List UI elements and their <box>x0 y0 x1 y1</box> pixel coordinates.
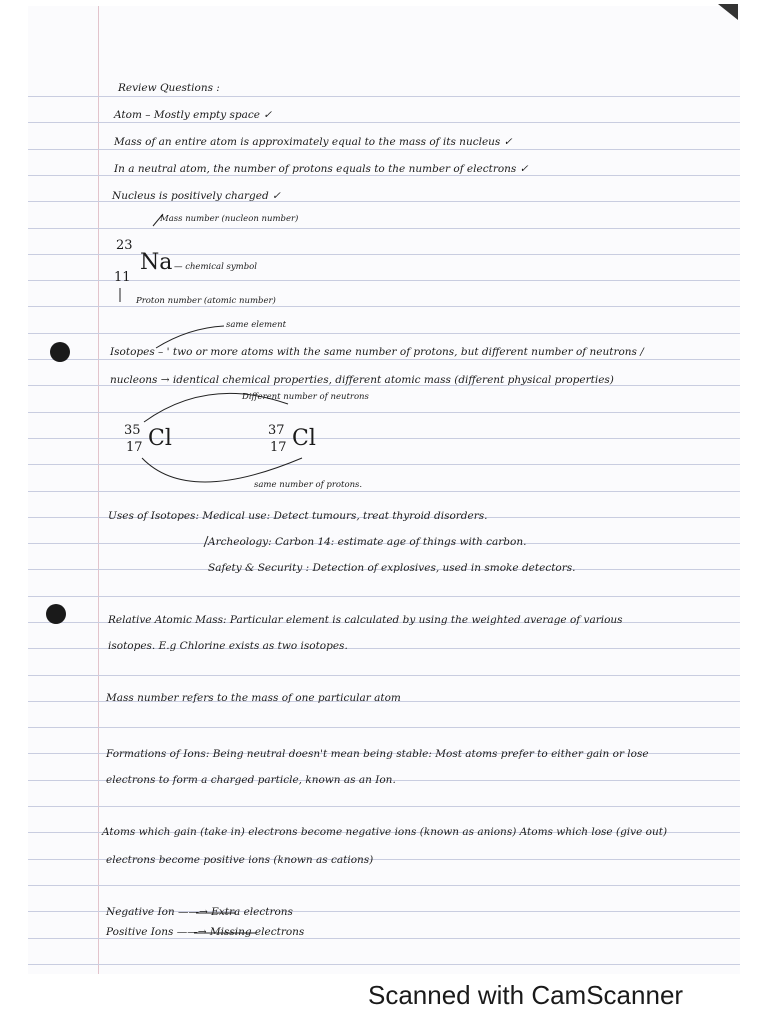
same-element-label: same element <box>226 320 286 330</box>
anions-cations: Atoms which gain (take in) electrons become negative ions (known as anions) Atoms which lose (give out) <box>102 826 668 838</box>
cl35-mass-number: 35 <box>124 423 141 438</box>
na-mass-number: 23 <box>116 238 133 253</box>
na-atomic-number: 11 <box>114 270 131 285</box>
camscanner-watermark: Scanned with CamScanner <box>368 980 684 1010</box>
anions-cations: electrons become positive ions (known as cations) <box>106 854 374 866</box>
positive-ion-note: Positive Ions ——→ Missing electrons <box>106 926 305 938</box>
cl37-symbol: Cl <box>292 426 316 451</box>
isotopes-definition: Isotopes – ' two or more atoms with the same number of protons, but different number of neutrons / <box>110 346 644 358</box>
cl37-mass-number: 37 <box>268 423 285 438</box>
isotope-uses: Safety & Security : Detection of explosives, used in smoke detectors. <box>208 562 576 574</box>
review-heading: Review Questions : <box>118 82 220 94</box>
review-answer: Mass of an entire atom is approximately equal to the mass of its nucleus ✓ <box>114 136 513 148</box>
mass-number-label: Mass number (nucleon number) <box>160 214 299 224</box>
relative-atomic-mass: isotopes. E.g Chlorine exists as two isotopes. <box>108 640 348 652</box>
proton-number-label: Proton number (atomic number) <box>136 296 276 306</box>
isotope-uses: Archeology: Carbon 14: estimate age of things with carbon. <box>208 536 527 548</box>
mass-number-note: Mass number refers to the mass of one particular atom <box>106 692 401 704</box>
cl35-symbol: Cl <box>148 426 172 451</box>
notebook-page <box>28 6 740 974</box>
isotope-uses: Uses of Isotopes: Medical use: Detect tumours, treat thyroid disorders. <box>108 510 488 522</box>
na-symbol: Na <box>140 250 173 275</box>
folded-corner <box>718 4 738 20</box>
isotopes-definition: nucleons → identical chemical properties, different atomic mass (different physical properties) <box>110 374 614 386</box>
same-protons-label: same number of protons. <box>254 480 363 490</box>
cl37-atomic-number: 17 <box>270 440 287 455</box>
cl35-atomic-number: 17 <box>126 440 143 455</box>
review-answer: Atom – Mostly empty space ✓ <box>114 109 273 121</box>
review-answer: In a neutral atom, the number of protons equals to the number of electrons ✓ <box>114 163 529 175</box>
ion-formation: electrons to form a charged particle, known as an Ion. <box>106 774 396 786</box>
chemical-symbol-label: — chemical symbol <box>174 262 257 272</box>
negative-ion-note: Negative Ion ——→ Extra electrons <box>106 906 293 918</box>
different-neutrons-label: Different number of neutrons <box>242 392 369 402</box>
review-answer: Nucleus is positively charged ✓ <box>112 190 281 202</box>
relative-atomic-mass: Relative Atomic Mass: Particular element is calculated by using the weighted average of various <box>108 614 623 626</box>
ion-formation: Formations of Ions: Being neutral doesn't mean being stable: Most atoms prefer to either gain or lose <box>106 748 649 760</box>
